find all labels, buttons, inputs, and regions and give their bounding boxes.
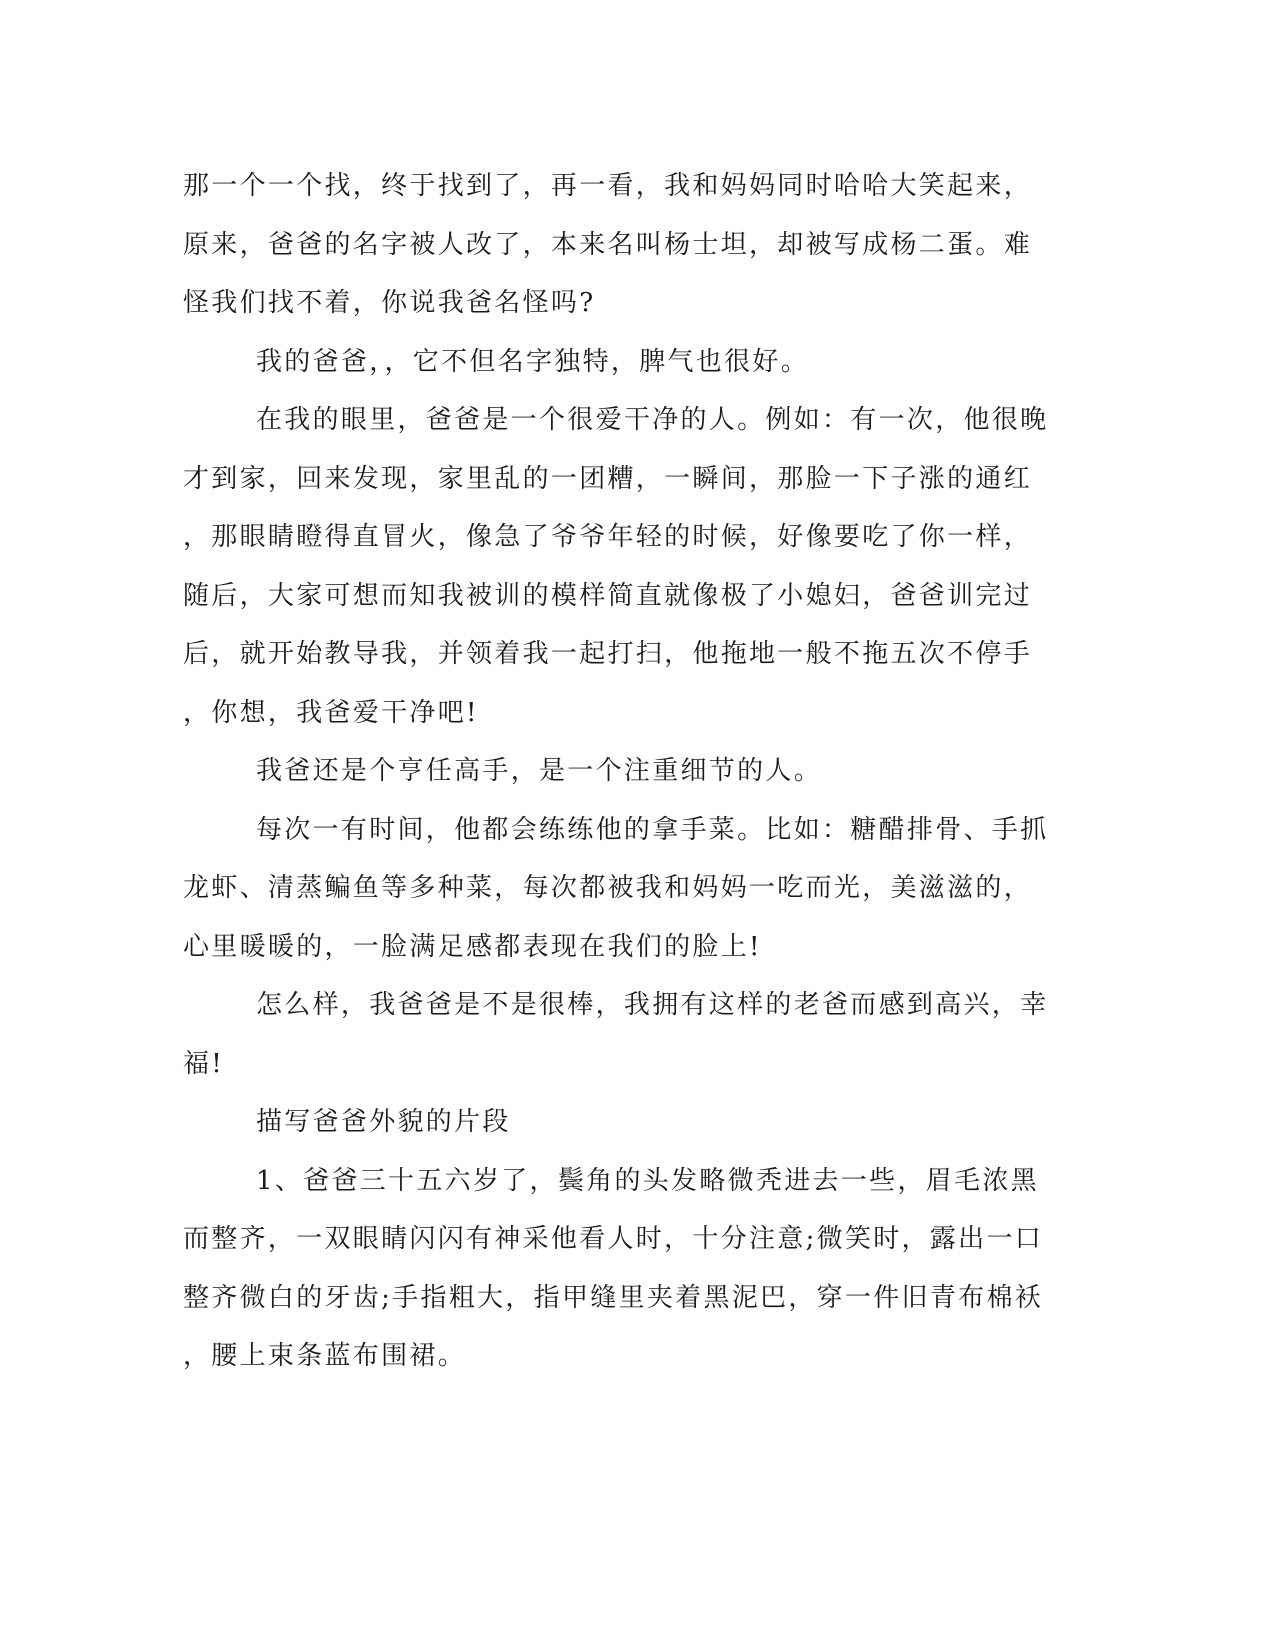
text-line: 心里暖暖的，一脸满足感都表现在我们的脸上!: [183, 931, 762, 962]
text-line: 整齐微白的牙齿;手指粗大，指甲缝里夹着黑泥巴，穿一件旧青布棉袄: [183, 1282, 1044, 1313]
text-line: ，你想，我爸爱干净吧!: [183, 697, 479, 728]
text-line: 那一个一个找，终于找到了，再一看，我和妈妈同时哈哈大笑起来，: [183, 171, 1033, 201]
body-text: [183, 157, 1053, 1386]
text-line: 我爸还是个亨任高手，是一个注重细节的人。: [256, 756, 823, 786]
section-heading: 描写爸爸外貌的片段: [256, 1107, 511, 1137]
text-line: 后，就开始教导我，并领着我一起打扫，他拖地一般不拖五次不停手: [183, 639, 1033, 669]
text-line: ，那眼睛瞪得直冒火，像急了爷爷年轻的时候，好像要吃了你一样，: [183, 522, 1033, 552]
text-line: 原来，爸爸的名字被人改了，本来名叫杨士坦，却被写成杨二蛋。难: [183, 229, 1033, 260]
text-line: 才到家，回来发现，家里乱的一团糟，一瞬间，那脸一下子涨的通红: [183, 463, 1033, 494]
text-line: 龙虾、清蒸鳊鱼等多种菜，每次都被我和妈妈一吃而光，美滋滋的，: [183, 873, 1033, 903]
text-line: 我的爸爸，，它不但名字独特，脾气也很好。: [256, 346, 810, 377]
text-line: 福!: [183, 1048, 225, 1079]
text-line: ，腰上束条蓝布围裙。: [183, 1341, 467, 1371]
text-line: 在我的眼里，爸爸是一个很爱干净的人。例如：有一次，他很晚: [256, 405, 1049, 435]
text-line: 1、爸爸三十五六岁了，鬓角的头发略微秃进去一些，眉毛浓黑: [256, 1165, 1039, 1196]
text-line: 而整齐，一双眼睛闪闪有神采他看人时，十分注意;微笑时，露出一口: [183, 1224, 1044, 1254]
text-line: 随后，大家可想而知我被训的模样简直就像极了小媳妇，爸爸训完过: [183, 580, 1033, 611]
text-line: 每次一有时间，他都会练练他的拿手菜。比如：糖醋排骨、手抓: [256, 814, 1049, 845]
text-line: 怎么样，我爸爸是不是很棒，我拥有这样的老爸而感到高兴，幸: [256, 990, 1049, 1020]
text-line: 怪我们找不着，你说我爸名怪吗?: [183, 288, 596, 318]
